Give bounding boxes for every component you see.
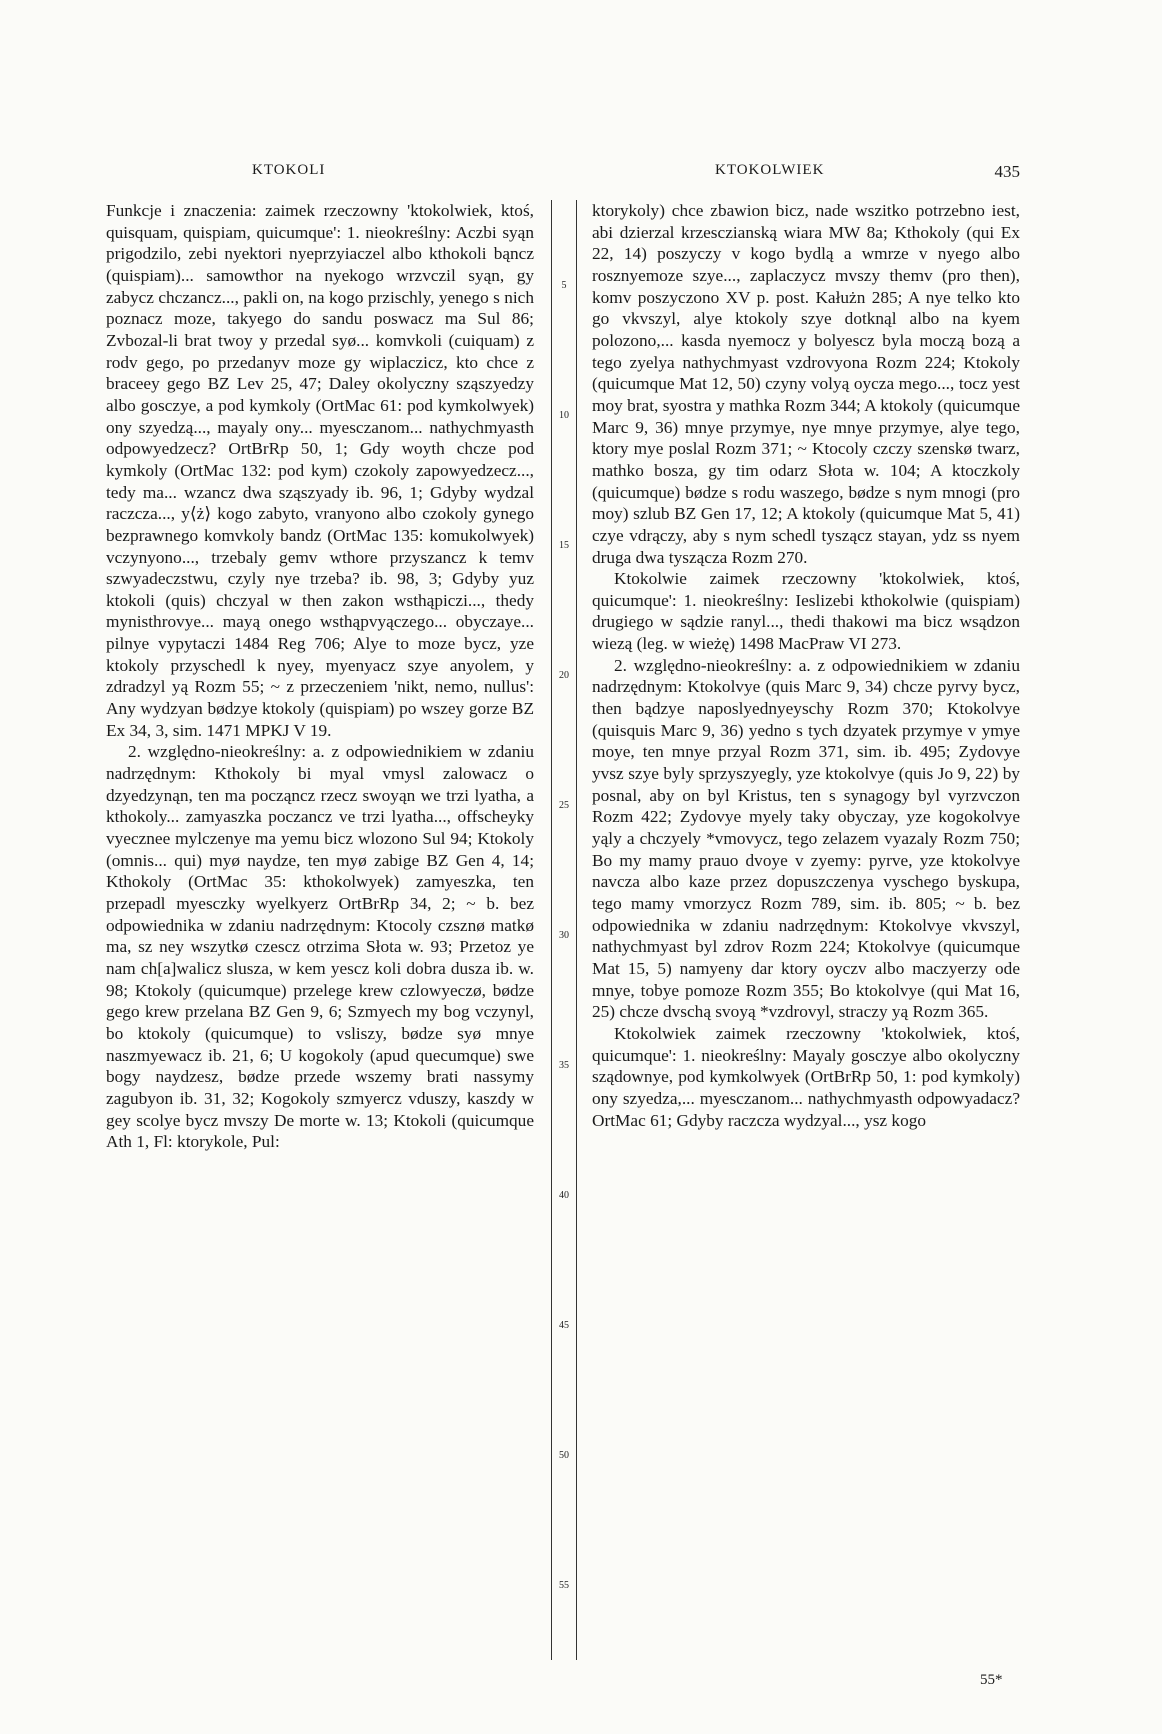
line-number: 40 xyxy=(559,1190,569,1201)
line-number: 15 xyxy=(559,540,569,551)
line-number: 55 xyxy=(559,1580,569,1591)
running-head-center: KTOKOLWIEK xyxy=(715,162,825,178)
right-column xyxy=(592,200,1020,1131)
line-number: 50 xyxy=(559,1450,569,1461)
line-number: 30 xyxy=(559,930,569,941)
entry-paragraph: 2. względno-nieokreślny: a. z odpowiednikiem w zdaniu nadrzędnym: Kthokoly bi myal vmysl zalowacz o dzyedzynąn, ten ma począncz rzecz swoyąn we trzi lyatha, a kthokoly... zamyaszka poczancz ve trzi lyatha..., offscheyky vyecznee mylczenye ma yemu bicz wlozono Sul 94; Ktokoly (omnis... qui) myø naydze, ten myø zabige BZ Gen 4, 14; Kthokoly (OrtMac 35: kthokolwyek) zamyeszka, ten przepadl myesczky wyelkyerz OrtBrRp 34, 2; ~ b. bez odpowiednika w zdaniu nadrzędnym: Ktocoly czsznø matkø ma, sz ney wszytkø czescz otrzima Słota w. 93; Przetoz ye nam ch[a]walicz slusza, w kem yescz koli dobra dusza ib. w. 98; Ktokoly (quicumque) przelege krew czlowyeczø, bødze gego krew przelana BZ Gen 9, 6; Szmyech my bog vczynyl, bo ktokoly (quicumque) to vsliszy, bødze syø mnye naszmyewacz ib. 21, 6; U kogokoly (apud quecumque) swe bogy naydzesz, bødze przede wszemy brati nassymy zagubyon ib. 31, 32; Kogokoly szmyercz vduszy, kaszdy w gey scolye bycz mvszy De morte w. 13; Ktokoli (quicumque Ath 1, Fl: ktorykole, Pul: xyxy=(106,742,534,1152)
line-number-gutter xyxy=(551,200,577,1660)
line-number: 25 xyxy=(559,800,569,811)
line-number: 20 xyxy=(559,670,569,681)
left-column xyxy=(106,200,534,1153)
page-number: 435 xyxy=(994,162,1020,181)
entry-paragraph: ktorykoly) chce zbawion bicz, nade wszitko potrzebno iest, abi dzierzal krzesczianską wiara MW 8a; Kthokoly (qui Ex 22, 14) poszyczy v kogo bydlą a wmrze v nyego albo rosznyemoze szye..., zaplaczycz mvszy themv (pro then), komv poszyczono XV p. post. Kałużn 285; A nye telko kto go vkvszyl, alye ktokoly szye dotknąl albo na kyem polozono,... kasda nyemocz y bolyescz byla moczą bozą a tego zyelya nathychmyast vzdrovyona Rozm 224; Ktokoly (quicumque Mat 12, 50) czyny volyą oycza mego..., tocz yest moy brat, syostra y mathka Rozm 344; A ktokoly (quicumque Marc 9, 36) mnye przymye, nye mnye przymye, alye tego, ktory mye poslal Rozm 371; ~ Ktocoly czczy szenskø twarz, mathko bosza, gy tim odarz Słota w. 104; A ktoczkoly (quicumque) bødze s rodu waszego, bødze s nym mnogi (pro moy) szlub BZ Gen 17, 12; A ktokoly (quicumque Mat 5, 41) czye vdrączy, aby s nym schedl tyszącz stayan, ydz ss nyem druga dwa tyszącza Rozm 270. xyxy=(592,201,1020,567)
line-number: 35 xyxy=(559,1060,569,1071)
signature-mark: 55* xyxy=(980,1672,1003,1688)
running-head xyxy=(100,162,1020,186)
entry-paragraph: Ktokolwie zaimek rzeczowny 'ktokolwiek, ktoś, quicumque': 1. nieokreślny: Ieslizebi kthokolwie (quispiam) drugiego w sądzie ranyl..., thedi thakowi ma bicz wsądzon wiezą (leg. w wieżę) 1498 MacPraw VI 273. xyxy=(592,569,1020,654)
line-number: 10 xyxy=(559,410,569,421)
entry-paragraph: Funkcje i znaczenia: zaimek rzeczowny 'ktokolwiek, ktoś, quisquam, quispiam, quicumque': 1. nieokreślny: Aczbi syąn prigodzilo, zebi nyektori nyeprzyiaczel albo kthokoli bąncz (quispiam)... samowthor na nyekogo wrzvczil syąn, gy zabycz chczancz..., pakli on, na kogo przischly, yenego s nich poznacz moze, takyego do sandu poswacz ma Sul 86; Zvbozal-li brat twoy y przedal syø... komvkoli (cuiquam) z rodv gego, po przedanyv moze gy wiplaczicz, kto chce z braceey gego BZ Lev 25, 47; Daley okolyczny sząszyedzy albo gosczye, a pod kymkoly (OrtMac 61: pod kymkolwyek) ony szyedzą..., mayaly ony... myesczanom... nathychmyasth odpowyedzecz? OrtBrRp 50, 1; Gdy woyth chcze pod kymkoly (OrtMac 132: pod kym) czokoly zapowyedzecz..., tedy ma... wzancz dwa sząszyady ib. 96, 1; Gdyby wydzal raczcza..., y⟨ż⟩ kogo zabyto, vranyono albo czokoly gynego bezprawnego komvkoly bandz (OrtMac 135: komukolwyek) vczynyono..., trzebaly gemv wthore przyszancz k temv szwyadeczstwu, czyly nye trzeba? ib. 98, 3; Gdyby yuz ktokoli (quis) chczyal w then zakon wsthąpiczi..., thedy mynisthrovye... mayą onego wsthąpvyączego... obyczaye... pilnye vypytaczi 1484 Reg 706; Alye to moze bycz, yze ktokoly przyschedl k nyey, myenyacz szye anyolem, y zdradzyl yą Rozm 55; ~ z przeczeniem 'nikt, nemo, nullus': Any wydzyan bødzye ktokoly (quispiam) po wszey gorze BZ Ex 34, 3, sim. 1471 MPKJ V 19. xyxy=(106,201,534,740)
entry-paragraph: 2. względno-nieokreślny: a. z odpowiednikiem w zdaniu nadrzędnym: Ktokolvye (quis Marc 9, 34) chcze pyrvy bycz, then bądzye naposlyednyeyschy Rozm 370; Ktokolvye (quisquis Marc 9, 36) yedno s tych dzyatek przymye v ymye moye, ten mnye przyal Rozm 371, sim. ib. 495; Zydovye yvsz szye byly sprzyszyegly, yze ktokolvye (quis Jo 9, 22) by posnal, aby on byl Kristus, ten s synagogy byl vyrzvczon Rozm 422; Zydovye myely taky obyczay, yze kogokolvye yąly a chczyely *vmovycz, tego zelazem vyazaly Rozm 750; Bo my mamy prauo dvoye v zyemy: pyrve, yze ktokolvye navcza albo kaze przez dopuszczenya vyschego byskupa, tego mamy vmorzycz Rozm 789, sim. ib. 805; ~ b. bez odpowiednika w zdaniu nadrzędnym: Ktokolvye vkvszyl, nathychmyast byl zdrov Rozm 224; Ktokolvye (quicumque Mat 15, 5) namyeny dar ktory oyczv albo maczyerzy ode mnye, tobye pomoze Rozm 355; Bo ktokolvye (qui Mat 16, 25) chcze dvschą svoyą *vzdrovyl, straczy yą Rozm 365. xyxy=(592,655,1020,1022)
line-number: 5 xyxy=(561,280,567,291)
running-head-left: KTOKOLI xyxy=(252,162,326,178)
line-number: 45 xyxy=(559,1320,569,1331)
entry-paragraph: Ktokolwiek zaimek rzeczowny 'ktokolwiek, ktoś, quicumque': 1. nieokreślny: Mayaly gosczye albo okolyczny sządownye, pod kymkolwyek (OrtBrRp 50, 1: pod kymkoly) ony szyedza,... myesczanom... nathychmyasth odpowyadacz? OrtMac 61; Gdyby raczcza wydzyal..., ysz kogo xyxy=(592,1023,1020,1130)
